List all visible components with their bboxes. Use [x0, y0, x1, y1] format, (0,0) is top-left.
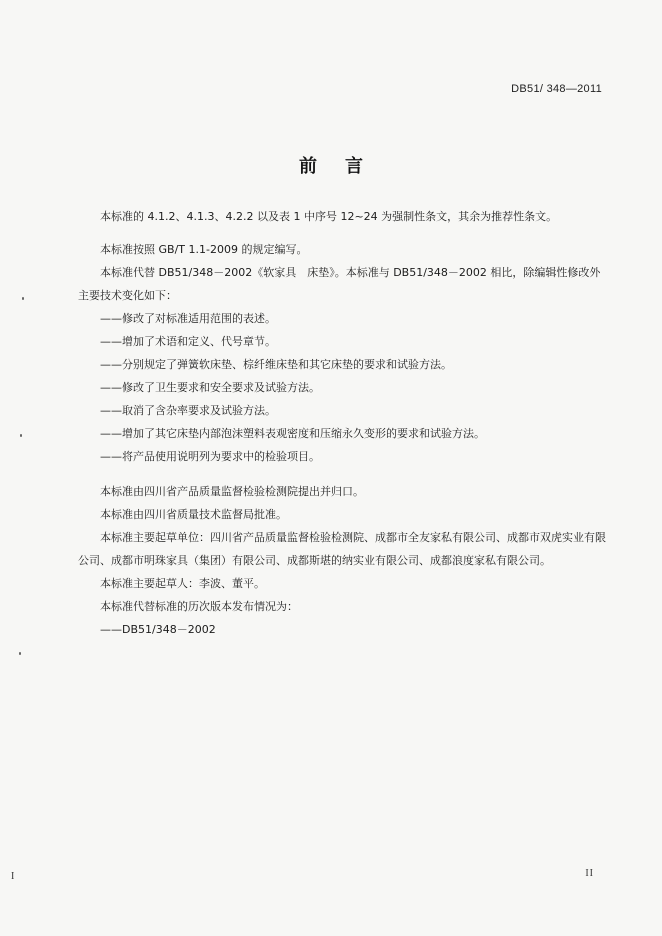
- paragraph-drafting-units: 本标准主要起草单位：四川省产品质量监督检验检测院、成都市全友家私有限公司、成都市双虎实业有限公司、成都市明珠家具（集团）有限公司、成都斯堪的纳实业有限公司、成都浪度家私有限公司。: [78, 531, 606, 567]
- document-number: DB51/ 348—2011: [511, 83, 602, 95]
- title-char-1: 前: [299, 156, 317, 177]
- body-section-2: [78, 238, 608, 468]
- body-section-3: [78, 480, 608, 641]
- change-item: ——增加了其它床垫内部泡沫塑料表观密度和压缩永久变形的要求和试验方法。: [100, 427, 485, 440]
- body-section-1: [78, 205, 608, 228]
- paragraph-history-intro: 本标准代替标准的历次版本发布情况为：: [100, 600, 298, 613]
- history-item: ——DB51/348－2002: [100, 623, 216, 636]
- paragraph-replaces: 本标准代替 DB51/348－2002《软家具 床垫》。本标准与 DB51/348－2002 相比，除编辑性修改外主要技术变化如下：: [78, 266, 601, 302]
- scan-speck: [22, 297, 24, 300]
- scan-speck: [20, 434, 22, 437]
- change-item: ——将产品使用说明列为要求中的检验项目。: [100, 450, 320, 463]
- paragraph-approved-by: 本标准由四川省质量技术监督局批准。: [100, 508, 287, 521]
- paragraph-mandatory-clauses: 本标准的 4.1.2、4.1.3、4.2.2 以及表 1 中序号 12~24 为强制性条文，其余为推荐性条文。: [100, 210, 558, 223]
- paragraph-drafting-rules: 本标准按照 GB/T 1.1-2009 的规定编写。: [100, 243, 308, 256]
- change-item: ——修改了对标准适用范围的表述。: [100, 312, 276, 325]
- change-item: ——取消了含杂率要求及试验方法。: [100, 404, 276, 417]
- left-margin-mark: I: [11, 871, 15, 882]
- title-char-2: 言: [345, 156, 363, 177]
- change-item: ——增加了术语和定义、代号章节。: [100, 335, 276, 348]
- change-item: ——分别规定了弹簧软床垫、棕纤维床垫和其它床垫的要求和试验方法。: [100, 358, 452, 371]
- scan-speck: [19, 652, 21, 655]
- paragraph-drafters: 本标准主要起草人：李波、董平。: [100, 577, 265, 590]
- page-number: II: [585, 868, 594, 879]
- paragraph-proposed-by: 本标准由四川省产品质量监督检验检测院提出并归口。: [100, 485, 364, 498]
- page-title: [0, 152, 662, 178]
- change-item: ——修改了卫生要求和安全要求及试验方法。: [100, 381, 320, 394]
